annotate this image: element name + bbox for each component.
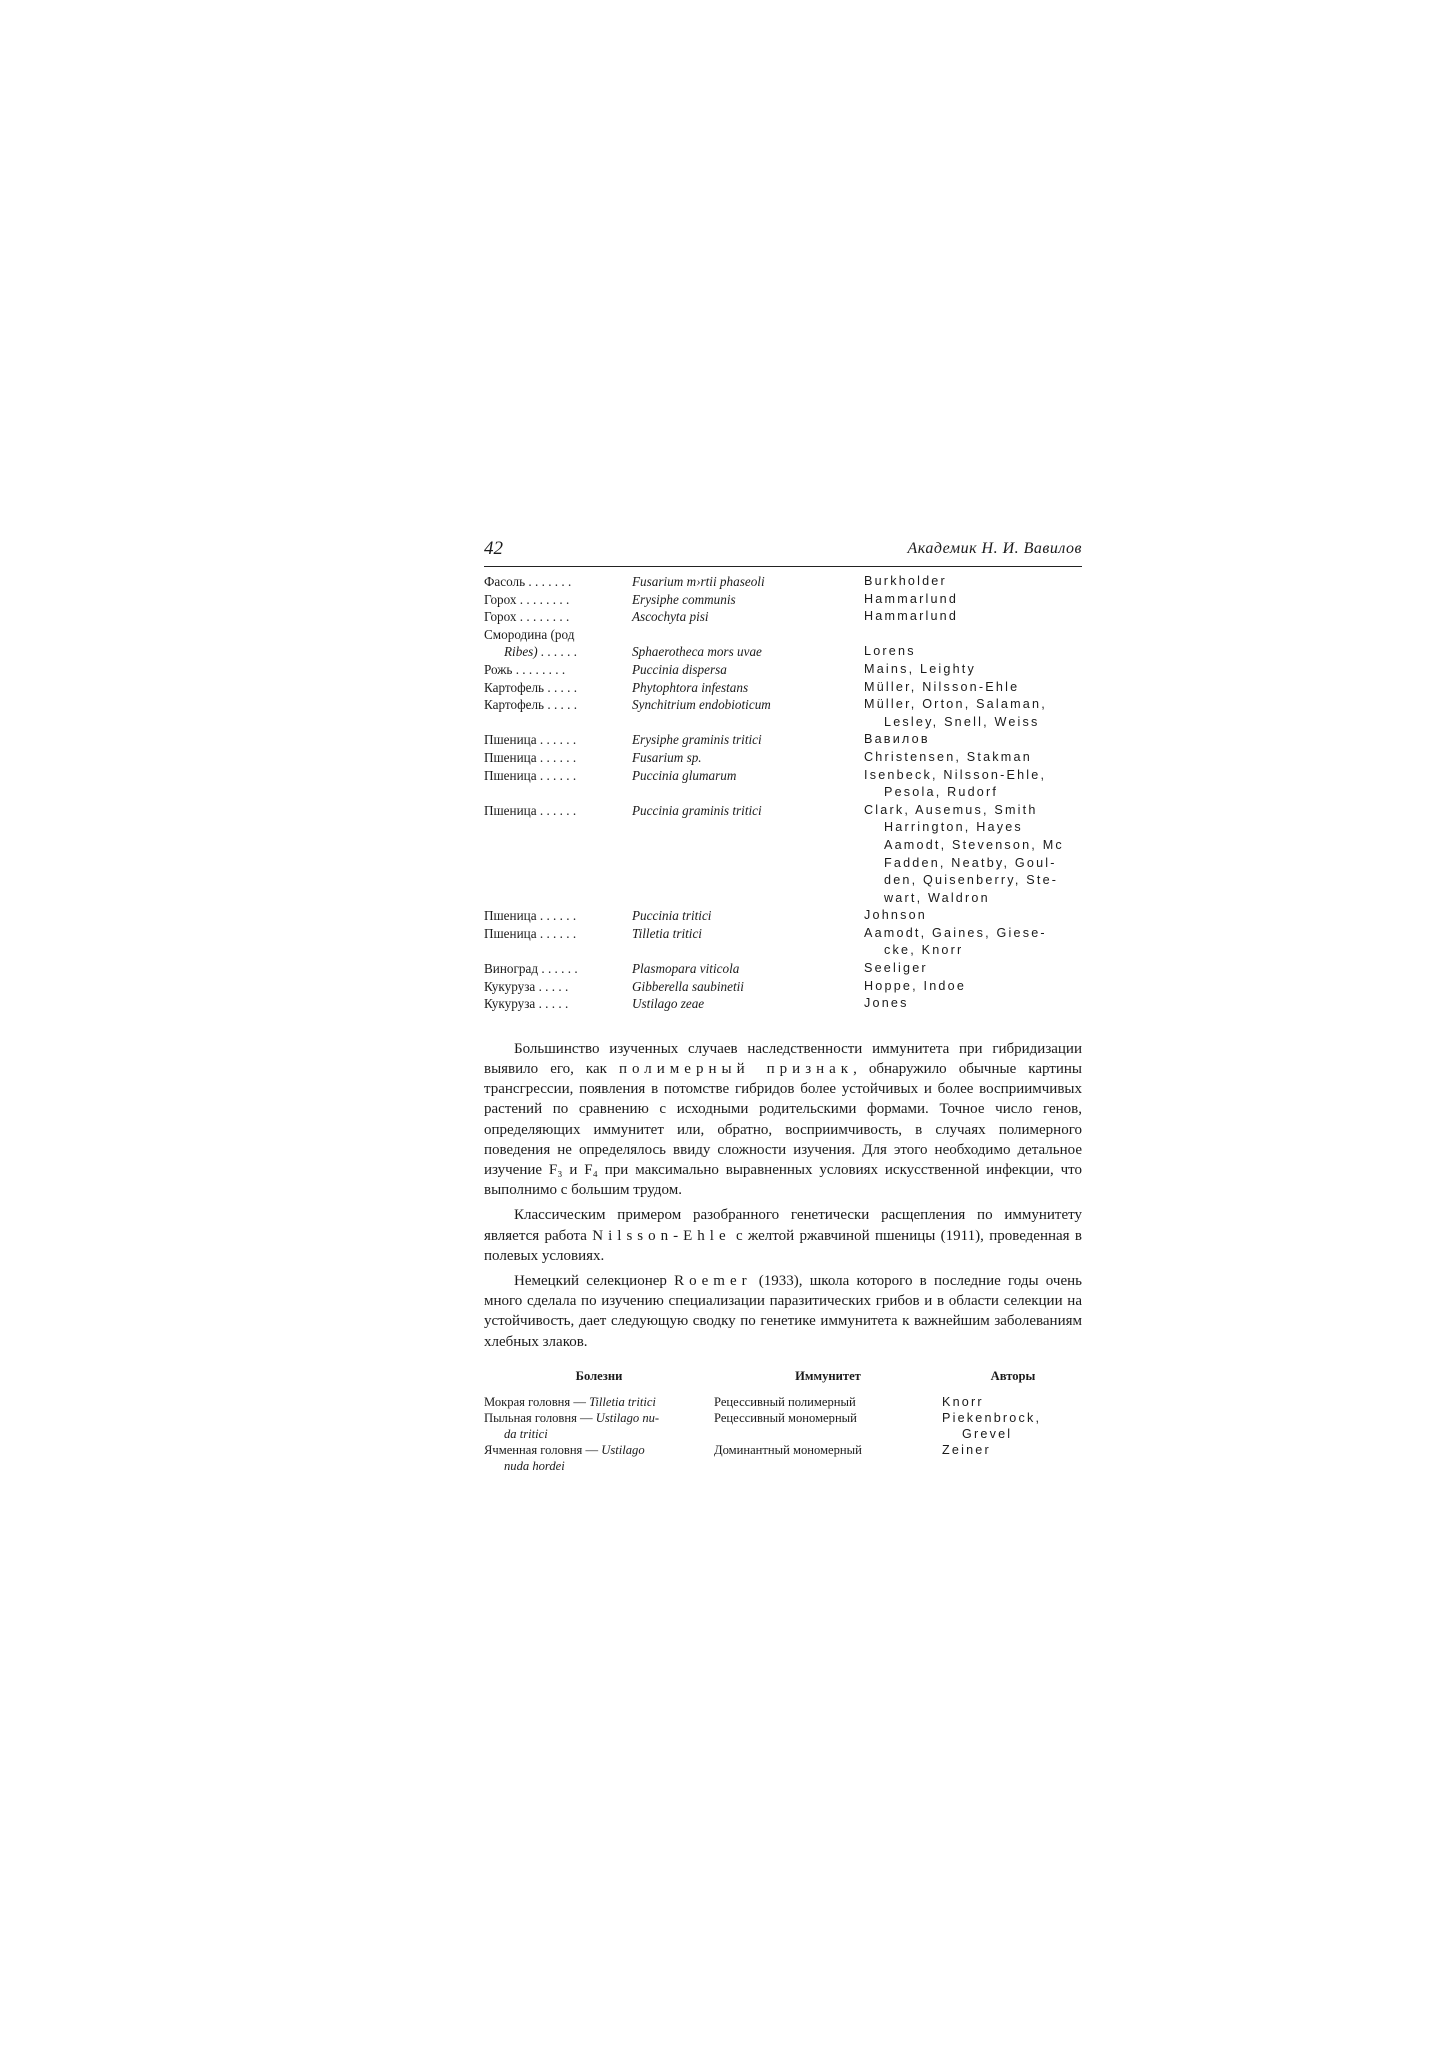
- pathogen-cell: Puccinia graminis tritici: [632, 802, 762, 818]
- crop-cell: Пшеница . . . . . .: [484, 767, 577, 783]
- table-row: [484, 573, 1084, 591]
- disease-cell: Ячменная головня — Ustilago nuda hordei: [484, 1442, 645, 1473]
- crop-cell: Виноград . . . . . .: [484, 961, 578, 977]
- pathogen-cell: Fusarium sp.: [632, 749, 702, 765]
- table-row: [484, 767, 1084, 802]
- pathogen-cell: Erysiphe graminis tritici: [632, 732, 762, 748]
- page-number: 42: [484, 538, 503, 559]
- authors-cell: Aamodt, Gaines, Giese- cke, Knorr: [864, 925, 1047, 958]
- authors-cell: Piekenbrock, Grevel: [942, 1410, 1042, 1441]
- book-page: [484, 538, 1082, 1474]
- crop-cell: Пшеница . . . . . .: [484, 802, 577, 818]
- header-diseases: Болезни: [575, 1368, 623, 1383]
- crop-cell: Горох . . . . . . . .: [484, 591, 570, 607]
- authors-cell: Zeiner: [942, 1442, 991, 1457]
- immunity-cell: Рецессивный полимерный: [714, 1394, 856, 1409]
- crop-cell: Смородина (род Ribes) . . . . . .: [484, 626, 578, 660]
- pathogen-cell: Fusarium m›rtii phaseoli: [632, 574, 765, 589]
- table-row: [484, 591, 1084, 609]
- table-row: [484, 995, 1084, 1013]
- authors-cell: Seeliger: [864, 961, 928, 976]
- authors-cell: Müller, Orton, Salaman, Lesley, Snell, Weiss: [864, 697, 1047, 729]
- crop-cell: Рожь . . . . . . . .: [484, 661, 566, 677]
- authors-cell: Вавилов: [864, 732, 930, 747]
- authors-cell: Hammarlund: [864, 609, 959, 624]
- pathogen-cell: Ustilago zeae: [632, 996, 705, 1012]
- pathogen-cell: Synchitrium endobioticum: [632, 697, 771, 713]
- pathogen-cell: Puccinia glumarum: [632, 767, 737, 783]
- authors-cell: Mains, Leighty: [864, 661, 977, 676]
- page-header: [484, 538, 1082, 567]
- crop-cell: Горох . . . . . . . .: [484, 609, 570, 625]
- authors-cell: Johnson: [864, 908, 928, 923]
- table-row: [484, 978, 1084, 996]
- authors-cell: Burkholder: [864, 574, 947, 588]
- table-row: [484, 1394, 1084, 1410]
- authors-cell: Hammarlund: [864, 591, 959, 606]
- table-row: [484, 960, 1084, 978]
- pathogen-cell: Puccinia dispersa: [632, 661, 727, 677]
- crop-cell: Картофель . . . . .: [484, 679, 578, 695]
- authors-cell: Lorens: [864, 644, 916, 659]
- roemer-summary-table: [484, 1368, 1084, 1474]
- pathogen-cell: Ascochyta pisi: [632, 609, 709, 625]
- running-title: Академик Н. И. Вавилов: [907, 540, 1082, 557]
- pathogen-cell: Erysiphe communis: [632, 591, 736, 607]
- paragraph-3: Немецкий селекционер Roemer (1933), школа которого в последние годы очень много сделала по изучению специализации паразитических грибов и в области селекции на устойчивость, дает следующую сводку по генетике иммунитета к важнейшим заболеваниям хлебных злаков.: [484, 1273, 1082, 1350]
- crop-cell: Кукуруза . . . . .: [484, 978, 569, 994]
- pathogen-cell: Puccinia tritici: [632, 908, 712, 924]
- table-row: [484, 925, 1084, 960]
- pathogen-cell: Tilletia tritici: [632, 925, 702, 941]
- pathogen-cell: Phytophtora infestans: [632, 679, 749, 695]
- authors-cell: Christensen, Stakman: [864, 749, 1032, 764]
- header-immunity: Иммунитет: [795, 1368, 861, 1383]
- crop-cell: Фасоль . . . . . . .: [484, 574, 572, 589]
- crop-cell: Пшеница . . . . . .: [484, 732, 577, 748]
- disease-cell: Пыльная головня — Ustilago nu- da tritici: [484, 1410, 660, 1441]
- table-row: [484, 1410, 1084, 1442]
- crop-cell: Пшеница . . . . . .: [484, 749, 577, 765]
- crop-cell: Кукуруза . . . . .: [484, 996, 569, 1012]
- table-row: [484, 907, 1084, 925]
- paragraph-2: Классическим примером разобранного генетически расщепления по иммунитету является работа Nilsson-Ehle с желтой ржавчиной пшеницы (1911), проведенная в полевых условиях.: [484, 1207, 1082, 1264]
- table-row: [484, 749, 1084, 767]
- crop-cell: Картофель . . . . .: [484, 697, 578, 713]
- immunity-cell: Доминантный мономерный: [714, 1442, 862, 1457]
- table-row: [484, 608, 1084, 626]
- authors-cell: Hoppe, Indoe: [864, 978, 967, 993]
- pathogen-cell: Gibberella saubinetii: [632, 978, 744, 994]
- disease-cell: Мокрая головня — Tilletia tritici: [484, 1394, 656, 1409]
- authors-cell: Müller, Nilsson-Ehle: [864, 679, 1020, 694]
- table-row: [484, 731, 1084, 749]
- immunity-authors-table: [484, 573, 1084, 1013]
- crop-cell: Пшеница . . . . . .: [484, 925, 577, 941]
- header-authors: Авторы: [990, 1368, 1036, 1383]
- table-row: [484, 626, 1084, 661]
- pathogen-cell: Plasmopara viticola: [632, 961, 740, 977]
- pathogen-cell: Sphaerotheca mors uvae: [632, 644, 762, 660]
- table-row: [484, 696, 1084, 731]
- table-row: [484, 661, 1084, 679]
- authors-cell: Isenbeck, Nilsson-Ehle, Pesola, Rudorf: [864, 767, 1047, 800]
- crop-cell: Пшеница . . . . . .: [484, 908, 577, 924]
- authors-cell: Jones: [864, 996, 909, 1011]
- authors-cell: Clark, Ausemus, Smith Harrington, Hayes Aamodt, Stevenson, Mc Fadden, Neatby, Goul- den, Quisenberry, Ste- wart, Waldron: [864, 802, 1064, 905]
- immunity-cell: Рецессивный мономерный: [714, 1410, 857, 1425]
- body-text: [484, 1039, 1082, 1352]
- table-row: [484, 1442, 1084, 1474]
- paragraph-1: Большинство изученных случаев наследственности иммунитета при гибридизации выявило его, как полимерный признак, обнаружило обычные картины трансгрессии, появления в потомстве гибридов более устойчивых и более восприимчивых растений по сравнению с исходными родительскими формами. Точное число генов, определяющих иммунитет или, обратно, восприимчивость, в случаях полимерного поведения не определялось ввиду сложности изучения. Для этого необходимо детальное изучение F₃ и F₄ при максимально выравненных условиях искусственной инфекции, что выполнимо с большим трудом.: [484, 1040, 1082, 1199]
- table-row: [484, 679, 1084, 697]
- table-row: [484, 802, 1084, 908]
- authors-cell: Knorr: [942, 1394, 984, 1409]
